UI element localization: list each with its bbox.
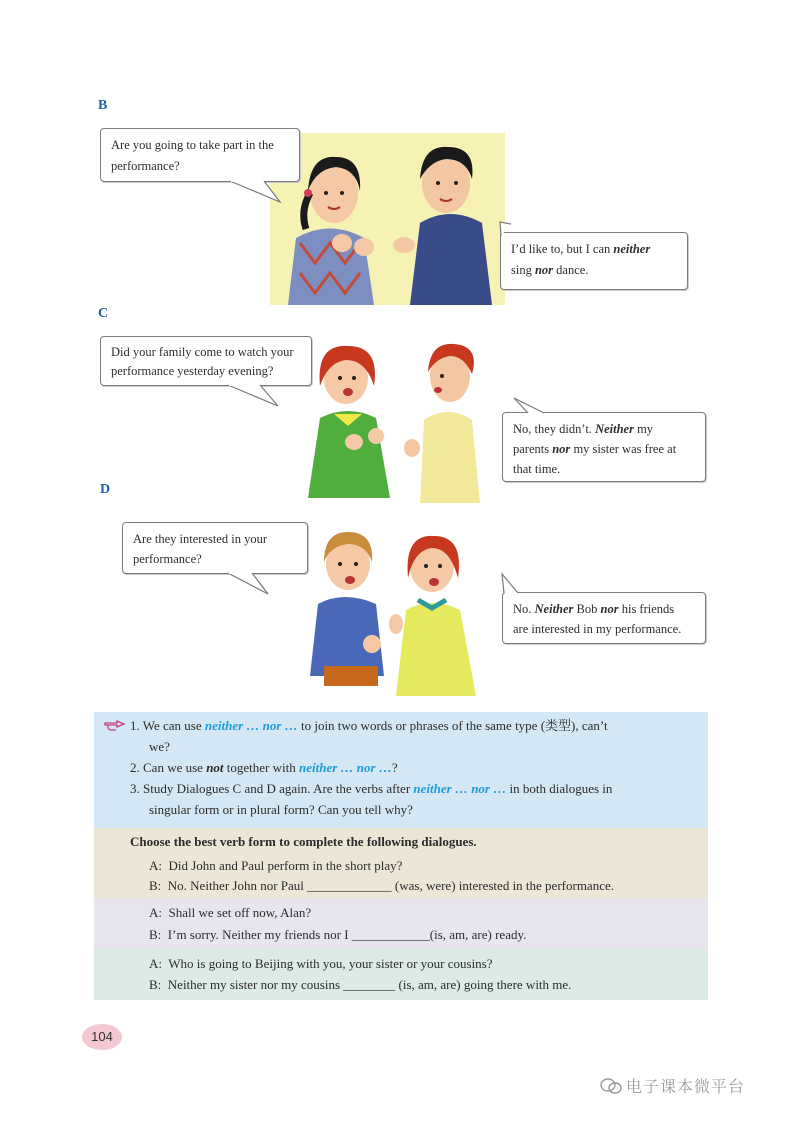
exercise-dialogue-3-a: A: Who is going to Beijing with you, your sister or your cousins? <box>149 956 493 971</box>
dialogue-d-answer-text: are interested in my performance. <box>513 622 682 636</box>
dialogue-d-question-line1: Are they interested in your <box>133 532 267 546</box>
dialogue-b-answer-text: I’d like to, but I can <box>511 242 614 256</box>
exercise-section-1 <box>94 828 708 898</box>
section-letter-b: B <box>98 98 108 113</box>
keyword-nor: nor <box>534 263 554 277</box>
dialogue-b-question-line1: Are you going to take part in the <box>111 138 274 152</box>
dialogue-d-question-line2: performance? <box>133 552 202 566</box>
watermark <box>600 1074 745 1097</box>
exercise-dialogue-3-b: B: Neither my sister nor my cousins ________ (is, am, are) going there with me. <box>149 977 572 992</box>
dialogue-c-answer-bubble <box>502 412 706 482</box>
section-letter-d: D <box>100 482 111 497</box>
keyword-neither: Neither <box>595 422 634 436</box>
keyword-nor: nor <box>600 602 619 616</box>
keyword-nor: nor <box>552 442 571 456</box>
keyword-neither: Neither <box>534 602 574 616</box>
pointing-hand-icon <box>104 718 126 732</box>
dialogue-c-answer-text: my sister was free at <box>570 442 677 456</box>
boy-figure <box>404 344 480 503</box>
page-number: 104 <box>82 1024 122 1050</box>
grammar-notes-box <box>94 712 708 828</box>
dialogue-c-answer-text: my <box>633 422 654 436</box>
exercise-dialogue-1-b: B: No. Neither John nor Paul _____________ (was, were) interested in the performance. <box>149 878 614 893</box>
note-2: 2. Can we use not together with neither … nor …? <box>130 760 398 775</box>
keyword-not: not <box>206 760 224 775</box>
dialogue-c-question-line2: performance yesterday evening? <box>111 364 274 378</box>
dialogue-b-answer-text: dance. <box>553 263 589 277</box>
dialogue-c-answer-text: parents <box>513 442 553 456</box>
dialogue-d-answer-text: No. <box>513 602 535 616</box>
dialogue-d-illustration <box>300 526 495 696</box>
exercise-dialogue-1-a: A: Did John and Paul perform in the short play? <box>149 858 403 873</box>
dialogue-b-question-line2: performance? <box>111 159 180 173</box>
note-1: 1. We can use neither … nor … to join two words or phrases of the same type (类型), can’t <box>130 718 608 733</box>
bubble-tail <box>228 384 288 410</box>
exercise-title: Choose the best verb form to complete the following dialogues. <box>130 834 477 849</box>
dialogue-b-question-bubble <box>100 128 300 182</box>
girl-figure <box>389 536 476 696</box>
note-1-continued: we? <box>149 739 170 754</box>
bubble-tail <box>514 396 554 416</box>
note-3: 3. Study Dialogues C and D again. Are the verbs after neither … nor … in both dialogues in <box>130 781 613 796</box>
exercise-section-3 <box>94 948 708 1000</box>
dialogue-c-question-line1: Did your family come to watch your <box>111 345 294 359</box>
dialogue-d-answer-text: Bob <box>573 602 601 616</box>
bubble-tail <box>498 574 524 596</box>
keyword-neither-nor: neither … nor … <box>413 781 507 796</box>
dialogue-b-illustration <box>270 133 510 308</box>
dialogue-d-answer-text: his friends <box>618 602 675 616</box>
boy-figure <box>310 532 384 686</box>
dialogue-b-answer-text: sing <box>511 263 535 277</box>
dialogue-c-answer-text: No, they didn’t. <box>513 422 596 436</box>
dialogue-c-question-bubble <box>100 336 312 386</box>
dialogue-d-answer-bubble <box>502 592 706 644</box>
keyword-neither: neither <box>613 242 651 256</box>
section-letter-c: C <box>98 306 109 321</box>
girl-figure <box>308 346 390 498</box>
dialogue-d-question-bubble <box>122 522 308 574</box>
keyword-neither-nor: neither … nor … <box>204 718 298 733</box>
bubble-tail <box>496 222 516 242</box>
bubble-tail <box>228 572 280 598</box>
bubble-tail <box>230 180 290 204</box>
dialogue-c-illustration <box>300 338 500 503</box>
exercise-section-2 <box>94 898 708 948</box>
keyword-neither-nor: neither … nor … <box>299 760 392 775</box>
watermark-text: 电子课本微平台 <box>626 1077 746 1096</box>
dialogue-b-answer-bubble <box>500 232 688 290</box>
exercise-dialogue-2-a: A: Shall we set off now, Alan? <box>149 905 312 920</box>
dialogue-c-answer-text: that time. <box>513 462 561 476</box>
chat-icon <box>600 1078 622 1094</box>
exercise-dialogue-2-b: B: I’m sorry. Neither my friends nor I ____________(is, am, are) ready. <box>149 927 527 942</box>
note-3-continued: singular form or in plural form? Can you tell why? <box>149 802 413 817</box>
